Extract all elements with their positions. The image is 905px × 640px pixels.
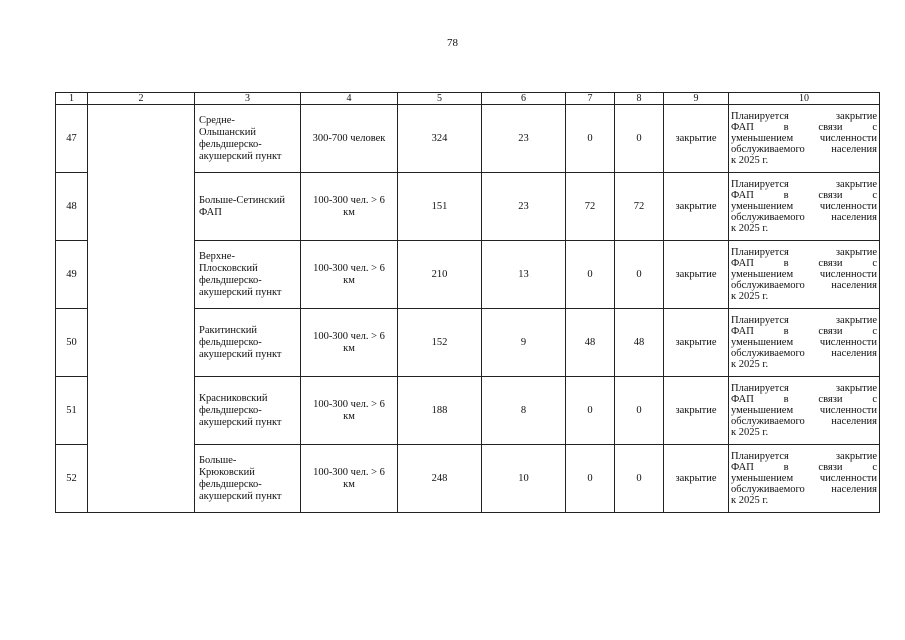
note-cell: Планируется закрытие ФАП в связи с уменьшением численности обслуживаемого населения к 2025 г. [729,309,880,377]
value-cell: 9 [482,309,566,377]
note-cell: Планируется закрытие ФАП в связи с уменьшением численности обслуживаемого населения к 2025 г. [729,105,880,173]
value-cell: 8 [482,377,566,445]
row-number: 49 [56,241,88,309]
value-cell: 0 [615,105,664,173]
facility-name: Больше- Крюковский фельдшерско- акушерский пункт [195,445,301,513]
table-row [56,105,880,173]
page-number: 78 [447,37,458,49]
column-header: 6 [482,93,566,105]
value-cell: 72 [566,173,615,241]
value-cell: 0 [615,445,664,513]
column-header: 5 [398,93,482,105]
table-header-row [56,93,880,105]
row-number: 48 [56,173,88,241]
population-cell: 100-300 чел. > 6 км [301,309,398,377]
value-cell: 0 [566,241,615,309]
value-cell: 0 [566,445,615,513]
row-number: 52 [56,445,88,513]
action-cell: закрытие [664,105,729,173]
note-cell: Планируется закрытие ФАП в связи с уменьшением численности обслуживаемого населения к 2025 г. [729,241,880,309]
column-header: 3 [195,93,301,105]
facility-name: Красниковский фельдшерско- акушерский пункт [195,377,301,445]
row-number: 50 [56,309,88,377]
value-cell: 48 [615,309,664,377]
value-cell: 210 [398,241,482,309]
facility-name: Ракитинский фельдшерско- акушерский пункт [195,309,301,377]
value-cell: 23 [482,105,566,173]
note-cell: Планируется закрытие ФАП в связи с уменьшением численности обслуживаемого населения к 2025 г. [729,173,880,241]
value-cell: 0 [615,377,664,445]
column-header: 2 [88,93,195,105]
action-cell: закрытие [664,309,729,377]
district-cell [88,105,195,513]
population-cell: 100-300 чел. > 6 км [301,241,398,309]
population-cell: 300-700 человек [301,105,398,173]
action-cell: закрытие [664,241,729,309]
column-header: 8 [615,93,664,105]
value-cell: 23 [482,173,566,241]
row-number: 47 [56,105,88,173]
action-cell: закрытие [664,445,729,513]
column-header: 4 [301,93,398,105]
row-number: 51 [56,377,88,445]
population-cell: 100-300 чел. > 6 км [301,173,398,241]
value-cell: 0 [566,377,615,445]
data-table [55,92,880,513]
value-cell: 151 [398,173,482,241]
value-cell: 10 [482,445,566,513]
note-cell: Планируется закрытие ФАП в связи с уменьшением численности обслуживаемого населения к 2025 г. [729,445,880,513]
value-cell: 72 [615,173,664,241]
action-cell: закрытие [664,173,729,241]
value-cell: 0 [566,105,615,173]
value-cell: 324 [398,105,482,173]
value-cell: 248 [398,445,482,513]
note-cell: Планируется закрытие ФАП в связи с уменьшением численности обслуживаемого населения к 2025 г. [729,377,880,445]
value-cell: 48 [566,309,615,377]
facility-name: Больше-Сетинский ФАП [195,173,301,241]
value-cell: 0 [615,241,664,309]
column-header: 7 [566,93,615,105]
population-cell: 100-300 чел. > 6 км [301,445,398,513]
column-header: 1 [56,93,88,105]
column-header: 9 [664,93,729,105]
value-cell: 152 [398,309,482,377]
facility-name: Верхне- Плосковский фельдшерско- акушерский пункт [195,241,301,309]
value-cell: 13 [482,241,566,309]
value-cell: 188 [398,377,482,445]
action-cell: закрытие [664,377,729,445]
population-cell: 100-300 чел. > 6 км [301,377,398,445]
facility-name: Средне- Ольшанский фельдшерско- акушерский пункт [195,105,301,173]
column-header: 10 [729,93,880,105]
